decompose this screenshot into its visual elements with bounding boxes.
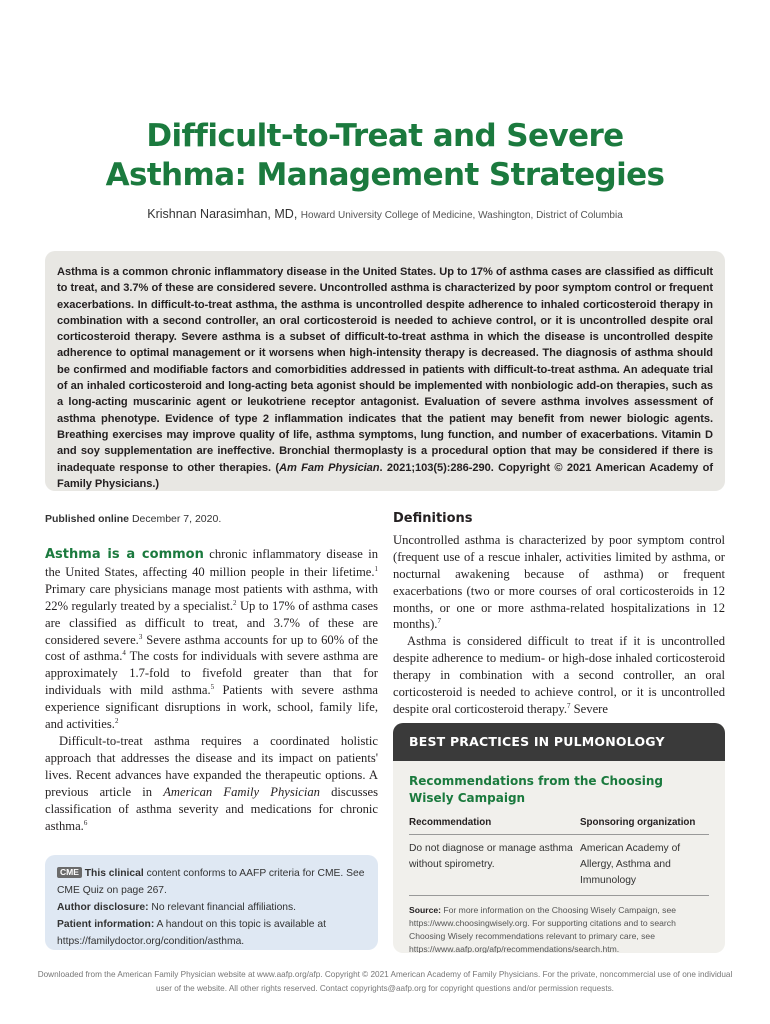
patient-text[interactable]: A handout on this topic is available at https://familydoctor.org/condition/asthma. bbox=[57, 919, 326, 947]
intro-text-e: The costs for individuals with severe asthma are approximately 1.7-fold to fivefold greater than that for individuals with mild asthma. bbox=[45, 649, 378, 698]
source-label: Source: bbox=[409, 905, 441, 915]
cme-line bbox=[57, 865, 366, 899]
disclosure-label: Author disclosure: bbox=[57, 902, 149, 913]
ref-mark: 7 bbox=[437, 617, 441, 626]
journal-name: American Family Physician bbox=[163, 784, 320, 799]
best-practices-header: BEST PRACTICES IN PULMONOLOGY bbox=[393, 723, 725, 761]
second-paragraph bbox=[45, 733, 378, 834]
patient-label: Patient information: bbox=[57, 919, 155, 930]
column-header-organization: Sponsoring organization bbox=[580, 813, 709, 835]
intro-text-c: Up to 17% of asthma cases are classified as difficult to treat, and 3.7% of these are considered severe. bbox=[45, 598, 378, 647]
abstract-box bbox=[45, 251, 725, 491]
ref-mark: 3 bbox=[138, 632, 143, 641]
best-practices-subtitle: Recommendations from the Choosing Wisely Campaign bbox=[409, 774, 663, 805]
ref-mark: 1 bbox=[374, 564, 378, 573]
intro-paragraph bbox=[45, 546, 378, 733]
author-affiliation: Howard University College of Medicine, Washington, District of Columbia bbox=[300, 210, 623, 221]
right-column bbox=[393, 511, 725, 718]
table-row bbox=[409, 835, 709, 896]
ref-mark: 2 bbox=[114, 716, 119, 725]
publication-date bbox=[45, 513, 221, 525]
intro-text-f: Patients with severe asthma experience significant disruptions in work, school, family life, and activities. bbox=[45, 683, 378, 732]
lead-in: Asthma is a common bbox=[45, 547, 204, 562]
ref-mark: 5 bbox=[210, 683, 215, 692]
left-column bbox=[45, 546, 378, 834]
source-text[interactable]: For more information on the Choosing Wisely Campaign, see https://www.choosingwisely.org. For supporting citations and to search Choosing Wisely recommendations relevant to primary care, see https://www.aafp.org/afp/recommendations/search.htm. bbox=[409, 905, 677, 953]
author-name: Krishnan Narasimhan, MD, bbox=[147, 207, 298, 221]
definitions-text-tail: Severe bbox=[570, 701, 608, 716]
organization-cell: American Academy of Allergy, Asthma and Immunology bbox=[580, 835, 709, 896]
second-text-b: discusses classification of asthma severity and medications for chronic asthma. bbox=[45, 784, 379, 833]
definitions-text-2: Asthma is considered difficult to treat if it is uncontrolled despite adherence to medium- or high-dose inhaled corticosteroid therapy in combination with a second controller, an oral corticosteroid is needed to achieve control, or it is uncontrolled despite oral corticosteroid therapy. bbox=[393, 634, 725, 716]
intro-text-a: chronic inflammatory disease in the United States, affecting 40 million people in their lifetime. bbox=[45, 547, 378, 579]
intro-text-d: Severe asthma accounts for up to 60% of the cost of asthma. bbox=[45, 632, 378, 664]
published-date: December 7, 2020. bbox=[131, 513, 222, 525]
abstract-text: Asthma is a common chronic inflammatory disease in the United States. Up to 17% of asthma cases are classified as difficult to treat, and 3.7% of these are considered severe. Uncontrolled asthma is characterized by poor symptom control or frequent exacerbations. In difficult-to-treat asthma, the asthma is uncontrolled despite adherence to inhaled corticosteroid therapy in combination with a second controller, an oral corticosteroid is needed to achieve control, or it is uncontrolled despite oral corticosteroid therapy. Severe asthma is a subset of difficult-to-treat asthma in which the disease is uncontrolled despite adherence to optimal management or it worsens when high-intensity therapy is decreased. The diagnosis of asthma should be confirmed and modifiable factors and comorbidities addressed in patients with difficult-to-treat asthma. An adequate trial of an inhaled corticosteroid and long-acting beta agonist should be implemented with nonbiologic add-on therapies, such as a long-acting muscarinic agent or leukotriene receptor antagonist. Evaluation of severe asthma involves assessment of asthma phenotype. Evidence of type 2 inflammation indicates that the patient may benefit from newer biologic agents. Breathing exercises may improve quality of life, asthma symptoms, lung function, and number of exacerbations. Vitamin D and soy supplementation are ineffective. Bronchial thermoplasty is a procedural option that may be considered if there is inadequate response to other therapies. ( bbox=[57, 266, 713, 474]
patient-information bbox=[57, 916, 366, 950]
cme-badge: CME bbox=[57, 867, 82, 878]
title-line-2: Asthma: Management Strategies bbox=[105, 157, 665, 193]
ref-mark: 6 bbox=[83, 818, 88, 827]
ref-mark: 4 bbox=[122, 649, 126, 658]
intro-text-b: Primary care physicians manage most patients with asthma, with 22% regularly treated by a specialist. bbox=[45, 581, 378, 613]
recommendation-cell: Do not diagnose or manage asthma without spirometry. bbox=[409, 835, 580, 896]
article-title bbox=[0, 117, 770, 195]
cme-box bbox=[45, 855, 378, 950]
definitions-text-1: Uncontrolled asthma is characterized by poor symptom control (frequent use of a rescue inhaler, activities limited by asthma, or nocturnal awakening because of asthma) or frequent exacerbations (two or more courses of oral corticosteroids in 12 months, or one or more asthma-related hospitalizations in 12 months). bbox=[393, 532, 725, 632]
byline bbox=[0, 207, 770, 221]
cme-text: content conforms to AAFP criteria for CME. See CME Quiz on page 267. bbox=[57, 868, 365, 896]
recommendations-table bbox=[409, 813, 709, 896]
best-practices-source bbox=[409, 904, 709, 953]
ref-mark: 2 bbox=[233, 598, 237, 607]
definitions-paragraph-1 bbox=[393, 532, 725, 633]
second-text-a: Difficult-to-treat asthma requires a coordinated holistic approach that addresses the disease and its impact on patients' lives. Recent advances have expanded the therapeutic options. A previous article in bbox=[45, 733, 378, 799]
cme-lead: This clinical bbox=[84, 868, 144, 879]
best-practices-box bbox=[393, 723, 725, 953]
abstract-citation-rest: . 2021;103(5):286-290. Copyright © 2021 American Academy of Family Physicians.) bbox=[57, 461, 713, 490]
disclosure-text: No relevant financial affiliations. bbox=[148, 902, 297, 913]
table-header-row bbox=[409, 813, 709, 835]
definitions-heading: Definitions bbox=[393, 511, 473, 526]
column-header-recommendation: Recommendation bbox=[409, 813, 580, 835]
ref-mark: 7 bbox=[567, 701, 571, 710]
title-line-1: Difficult-to-Treat and Severe bbox=[146, 118, 624, 154]
abstract-citation-journal: Am Fam Physician bbox=[279, 461, 380, 474]
published-label: Published online bbox=[45, 513, 130, 525]
page-footer: Downloaded from the American Family Physician website at www.aafp.org/afp. Copyright © 2021 American Academy of Family Physicians. For the private, noncommercial use of one individual user of the website. All other rights reserved. Contact copyrights@aafp.org for copyright questions and/or permission requests. bbox=[37, 970, 733, 993]
definitions-paragraph-2 bbox=[393, 633, 725, 718]
author-disclosure bbox=[57, 899, 366, 916]
